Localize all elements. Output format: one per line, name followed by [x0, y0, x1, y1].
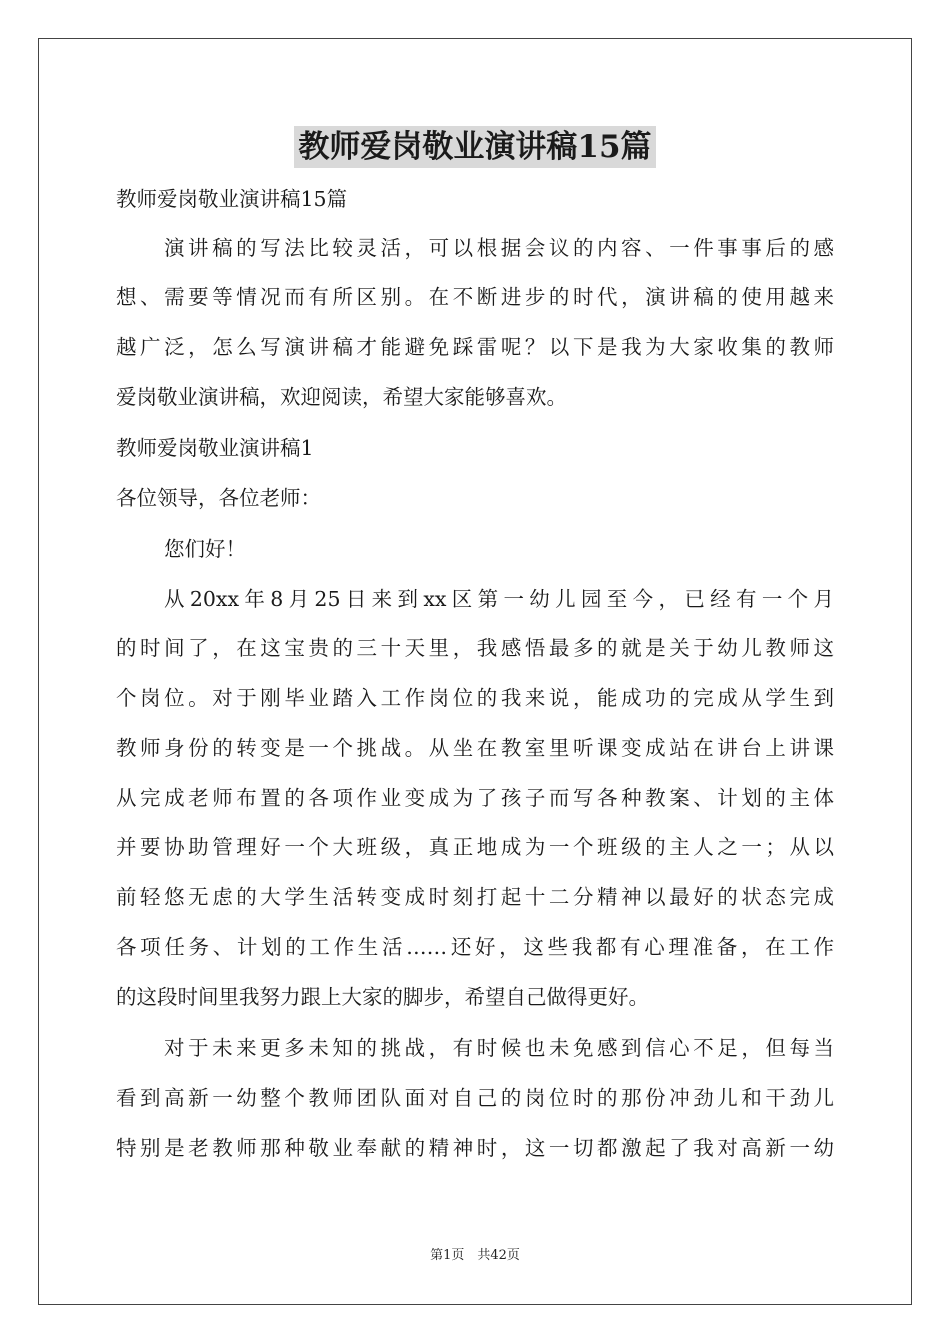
section-heading: 教师爱岗敬业演讲稿1 [116, 436, 314, 460]
para1-line: 的这段时间里我努力跟上大家的脚步，希望自己做得更好。 [116, 985, 649, 1009]
para1-line: 教师身份的转变是一个挑战。从坐在教室里听课变成站在讲台上讲课 [116, 736, 834, 760]
para1-line: 前轻悠无虑的大学生活转变成时刻打起十二分精神以最好的状态完成 [116, 885, 834, 909]
para1-line: 并要协助管理好一个大班级，真正地成为一个班级的主人之一；从以 [116, 835, 834, 859]
para1-line: 个岗位。对于刚毕业踏入工作岗位的我来说，能成功的完成从学生到 [116, 686, 834, 710]
intro-line: 想、需要等情况而有所区别。在不断进步的时代，演讲稿的使用越来 [116, 285, 834, 309]
para2-line: 特别是老教师那种敬业奉献的精神时，这一切都激起了我对高新一幼 [116, 1136, 834, 1160]
intro-line: 爱岗敬业演讲稿，欢迎阅读，希望大家能够喜欢。 [116, 385, 567, 409]
greeting: 您们好！ [164, 537, 246, 561]
intro-line: 演讲稿的写法比较灵活，可以根据会议的内容、一件事事后的感 [164, 236, 834, 260]
para2-line: 对于未来更多未知的挑战，有时候也未免感到信心不足，但每当 [164, 1036, 834, 1060]
intro-line: 越广泛，怎么写演讲稿才能避免踩雷呢？以下是我为大家收集的教师 [116, 335, 834, 359]
para1-line: 从完成老师布置的各项作业变成为了孩子而写各种教案、计划的主体 [116, 786, 834, 810]
page-footer: 第1页 共42页 [430, 1248, 520, 1263]
document-title: 教师爱岗敬业演讲稿15篇 [294, 126, 655, 168]
para1-line: 各项任务、计划的工作生活……还好，这些我都有心理准备，在工作 [116, 935, 834, 959]
subtitle: 教师爱岗敬业演讲稿15篇 [116, 187, 348, 211]
salutation: 各位领导，各位老师： [116, 486, 321, 510]
title-wrap [0, 126, 950, 168]
para1-line: 的时间了，在这宝贵的三十天里，我感悟最多的就是关于幼儿教师这 [116, 636, 834, 660]
para2-line: 看到高新一幼整个教师团队面对自己的岗位时的那份冲劲儿和干劲儿 [116, 1086, 834, 1110]
page-border [38, 38, 912, 1305]
para1-line: 从20xx年8月25日来到xx区第一幼儿园至今，已经有一个月 [164, 587, 834, 611]
